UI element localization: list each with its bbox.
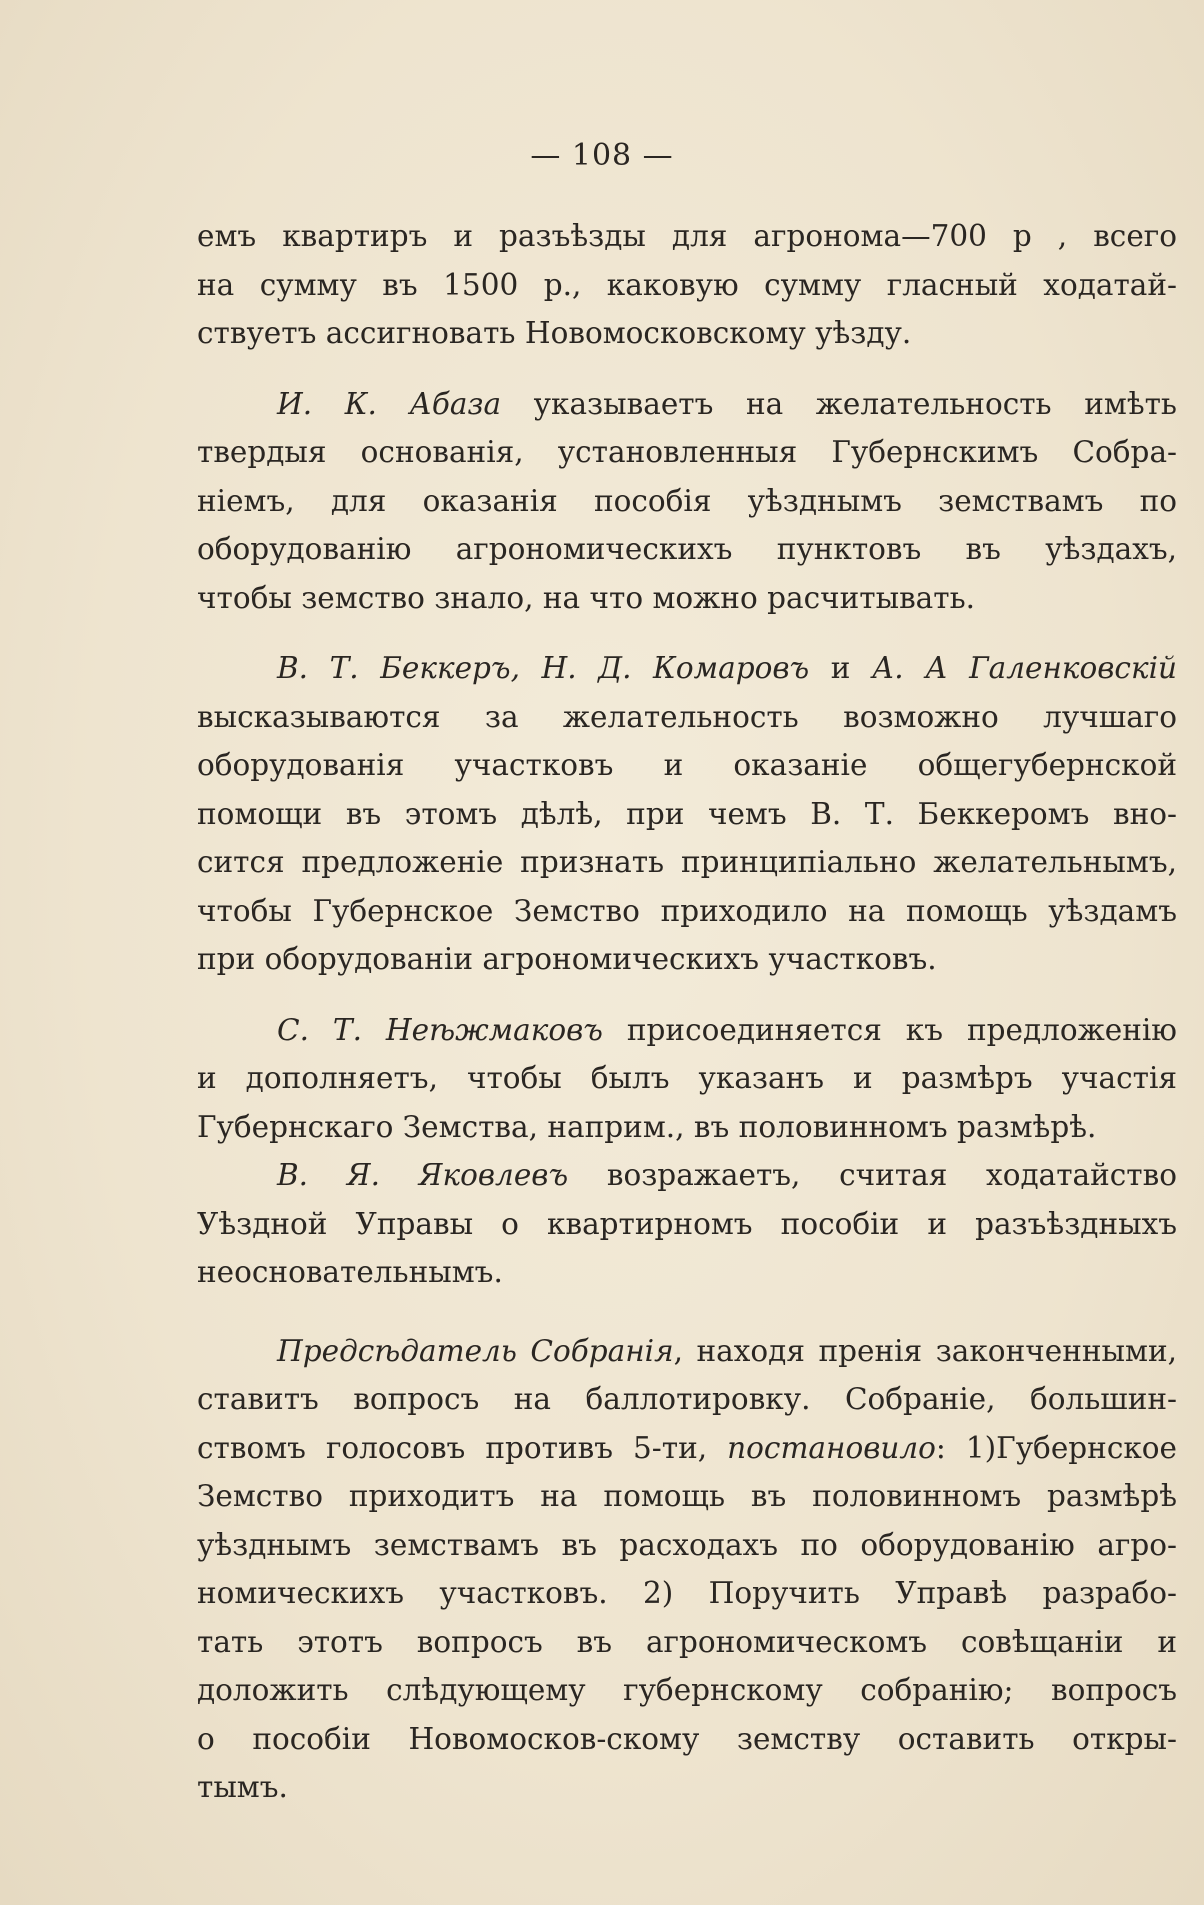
text-line bbox=[197, 1151, 1177, 1200]
text-line: о пособіи Новомосков-скому земству оставить откры- bbox=[197, 1721, 1177, 1756]
text-line bbox=[197, 1327, 1177, 1376]
text-line: уѣзднымъ земствамъ въ расходахъ по оборудованію агро- bbox=[197, 1527, 1177, 1562]
text-line: ставитъ вопросъ на баллотировку. Собраніе, большин- bbox=[197, 1382, 1177, 1416]
text-line: Уѣздной Управы о квартирномъ пособіи и разъѣздныхъ bbox=[197, 1206, 1177, 1241]
paragraph-2 bbox=[197, 380, 1177, 623]
paragraph-3 bbox=[197, 644, 1177, 984]
line-text: присоединяется къ предложенію bbox=[602, 1012, 1177, 1047]
line-text: , находя пренія законченными, bbox=[673, 1333, 1177, 1368]
text-line: емъ квартиръ и разъѣзды для агронома—700 р , всего bbox=[197, 219, 1177, 253]
text-line: Земство приходитъ на помощь въ половинномъ размѣрѣ bbox=[197, 1479, 1177, 1513]
speaker-name: В. Я. Яковлевъ bbox=[277, 1158, 569, 1192]
paragraph-1 bbox=[197, 212, 1177, 358]
paragraph-4 bbox=[197, 1006, 1177, 1152]
text-line: Губернскаго Земства, наприм., въ половинномъ размѣрѣ. bbox=[197, 1109, 1097, 1144]
page-number: — 108 — bbox=[530, 138, 674, 173]
line-text: ствомъ голосовъ противъ 5-ти, bbox=[197, 1430, 728, 1465]
text-line: при оборудованіи агрономическихъ участковъ. bbox=[197, 942, 937, 976]
text-line: чтобы земство знало, на что можно расчитывать. bbox=[197, 580, 976, 615]
speaker-names: В. Т. Беккеръ, Н. Д. Комаровъ bbox=[277, 651, 810, 685]
text-line: высказываются за желательность возможно лучшаго bbox=[197, 699, 1177, 734]
line-text: : 1)Губернское bbox=[935, 1430, 1177, 1465]
text-line bbox=[197, 1424, 1177, 1473]
text-line: тать этотъ вопросъ въ агрономическомъ совѣщаніи и bbox=[197, 1624, 1177, 1659]
text-line: неосновательнымъ. bbox=[197, 1255, 503, 1289]
paragraph-6 bbox=[197, 1327, 1177, 1812]
body-text bbox=[197, 212, 1177, 1812]
speaker-name: А. А Галенковскій bbox=[871, 651, 1177, 685]
text-line: ніемъ, для оказанія пособія уѣзднымъ земствамъ по bbox=[197, 483, 1177, 518]
line-text: возражаетъ, считая ходатайство bbox=[568, 1158, 1177, 1192]
speaker-name: И. К. Абаза bbox=[277, 386, 502, 421]
text-line bbox=[197, 1006, 1177, 1055]
text-line: на сумму въ 1500 р., каковую сумму гласный ходатай- bbox=[197, 267, 1177, 302]
text-line bbox=[197, 644, 1177, 693]
conjunction: и bbox=[809, 651, 872, 685]
text-line: сится предложеніе признать принципіально желательнымъ, bbox=[197, 845, 1177, 879]
text-line: помощи въ этомъ дѣлѣ, при чемъ В. Т. Беккеромъ вно- bbox=[197, 796, 1177, 831]
speaker-name: Предсѣдатель Собранія bbox=[277, 1333, 674, 1368]
text-line: оборудованія участковъ и оказаніе общегубернской bbox=[197, 748, 1177, 782]
text-line: доложить слѣдующему губернскому собранію; вопросъ bbox=[197, 1673, 1177, 1707]
text-line: оборудованію агрономическихъ пунктовъ въ уѣздахъ, bbox=[197, 532, 1177, 566]
text-line: номическихъ участковъ. 2) Поручить Управѣ разрабо- bbox=[197, 1576, 1177, 1610]
text-line bbox=[197, 380, 1177, 429]
text-line: чтобы Губернское Земство приходило на помощь уѣздамъ bbox=[197, 893, 1177, 928]
speaker-name: С. Т. Неѣжмаковъ bbox=[277, 1012, 603, 1047]
text-line: ствуетъ ассигновать Новомосковскому уѣзду. bbox=[197, 316, 912, 350]
paragraph-5 bbox=[197, 1151, 1177, 1297]
text-line: и дополняетъ, чтобы былъ указанъ и размѣръ участія bbox=[197, 1061, 1177, 1095]
decision-word: постановило bbox=[727, 1430, 936, 1465]
line-text: указываетъ на желательность имѣть bbox=[501, 386, 1177, 421]
text-line: тымъ. bbox=[197, 1770, 288, 1804]
text-line: твердыя основанія, установленныя Губернскимъ Собра- bbox=[197, 435, 1177, 469]
